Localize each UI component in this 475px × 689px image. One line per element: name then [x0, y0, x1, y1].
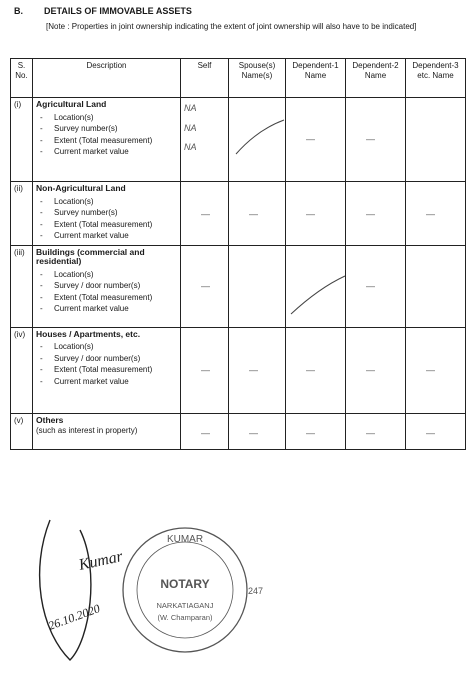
- dash-mark: —: [306, 134, 315, 145]
- row-number: (ii): [11, 182, 33, 246]
- dash-mark: —: [201, 280, 210, 291]
- row-title: Buildings (commercial and residential): [36, 246, 145, 266]
- dash-mark: —: [201, 364, 210, 375]
- self-cell: [181, 182, 229, 246]
- header-self: Self: [181, 59, 229, 98]
- strike-line: [289, 248, 347, 318]
- self-cell: [181, 98, 229, 182]
- list-item: - Extent (Total measurement): [40, 292, 153, 302]
- dash-mark: —: [426, 364, 435, 375]
- dash-mark: —: [249, 209, 258, 220]
- dash-mark: —: [366, 280, 375, 291]
- list-item: - Current market value: [40, 147, 129, 156]
- stamp-title: NOTARY: [160, 577, 210, 591]
- strike-line: [232, 100, 286, 160]
- list-item: - Location(s): [40, 269, 94, 279]
- row-number: (v): [11, 413, 33, 449]
- self-cell: [181, 245, 229, 327]
- row-subtitle: (such as interest in property): [36, 426, 138, 435]
- header-sno: S. No.: [11, 59, 33, 98]
- list-item: - Current market value: [40, 231, 129, 240]
- row-description: [33, 245, 181, 327]
- row-number: (iv): [11, 327, 33, 413]
- dash-mark: —: [201, 428, 210, 439]
- stamp-reg-no: 247: [248, 586, 264, 596]
- dash-mark: —: [426, 428, 435, 439]
- header-dependent-2: Dependent-2 Name: [346, 59, 406, 98]
- section-title: DETAILS OF IMMOVABLE ASSETS: [44, 6, 192, 16]
- dependent-3-cell: [406, 182, 466, 246]
- dash-mark: —: [366, 134, 375, 145]
- handwritten-note: NA: [184, 103, 197, 113]
- spouse-cell: [229, 413, 286, 449]
- list-item: - Extent (Total measurement): [40, 365, 153, 374]
- table-row: [11, 413, 466, 449]
- dependent-1-cell: [286, 413, 346, 449]
- list-item: - Extent (Total measurement): [40, 135, 153, 145]
- section-heading: [14, 6, 192, 16]
- list-item: - Survey number(s): [40, 124, 118, 133]
- spouse-cell: [229, 245, 286, 327]
- row-description: [33, 182, 181, 246]
- row-title: Agricultural Land: [36, 99, 107, 109]
- handwritten-note: NA: [184, 122, 197, 133]
- stamp-place: NARKATIAGANJ: [156, 601, 214, 610]
- dependent-3-cell: [406, 327, 466, 413]
- self-cell: [181, 327, 229, 413]
- handwritten-note: NA: [184, 142, 197, 152]
- list-item: - Location(s): [40, 196, 94, 206]
- list-item: - Survey / door number(s): [40, 353, 141, 363]
- dependent-3-cell: [406, 98, 466, 182]
- dependent-1-cell: [286, 182, 346, 246]
- spouse-cell: [229, 182, 286, 246]
- dash-mark: —: [426, 209, 435, 220]
- dash-mark: —: [366, 428, 375, 439]
- row-description: [33, 413, 181, 449]
- dependent-2-cell: [346, 182, 406, 246]
- dependent-1-cell: [286, 98, 346, 182]
- stamp-name: KUMAR: [166, 534, 204, 545]
- dash-mark: —: [366, 364, 375, 375]
- dash-mark: —: [306, 428, 315, 439]
- dependent-3-cell: [406, 413, 466, 449]
- dependent-2-cell: [346, 327, 406, 413]
- header-spouse: Spouse(s) Name(s): [229, 59, 286, 98]
- list-item: - Survey / door number(s): [40, 281, 141, 290]
- list-item: - Current market value: [40, 304, 129, 313]
- signature-mark: [40, 520, 125, 660]
- section-note: [Note : Properties in joint ownership indicating the extent of joint ownership will also have to be indicated]: [46, 22, 417, 31]
- section-letter: B.: [14, 6, 23, 16]
- header-row: [11, 59, 466, 98]
- table-row: [11, 182, 466, 246]
- stamp-district: (W. Champaran): [157, 613, 213, 622]
- table-row: [11, 327, 466, 413]
- dependent-1-cell: [286, 327, 346, 413]
- dependent-2-cell: [346, 245, 406, 327]
- dependent-3-cell: [406, 245, 466, 327]
- dash-mark: —: [306, 364, 315, 375]
- row-title: Houses / Apartments, etc.: [36, 328, 141, 339]
- list-item: - Extent (Total measurement): [40, 219, 153, 229]
- dash-mark: —: [306, 209, 315, 220]
- dash-mark: —: [249, 428, 258, 439]
- header-dependent-1: Dependent-1 Name: [286, 59, 346, 98]
- spouse-cell: [229, 327, 286, 413]
- dependent-1-cell: [286, 245, 346, 327]
- table-row: [11, 98, 466, 182]
- header-dependent-3: Dependent-3 etc. Name: [406, 59, 466, 98]
- signature-and-stamp: [46, 510, 340, 680]
- dash-mark: —: [366, 209, 375, 220]
- spouse-cell: [229, 98, 286, 182]
- table-row: [11, 245, 466, 327]
- dash-mark: —: [249, 364, 258, 375]
- list-item: - Location(s): [40, 342, 94, 351]
- list-item: - Survey number(s): [40, 208, 118, 217]
- dash-mark: —: [201, 209, 210, 220]
- dependent-2-cell: [346, 98, 406, 182]
- signature-date: 26.10.2020: [46, 601, 102, 633]
- list-item: - Location(s): [40, 112, 94, 122]
- immovable-assets-table: [10, 58, 466, 450]
- notary-stamp: [123, 528, 263, 652]
- row-description: [33, 327, 181, 413]
- header-description: Description: [33, 59, 181, 98]
- row-title: Others: [36, 414, 64, 425]
- signature-text: Kumar: [77, 548, 125, 574]
- row-number: (iii): [11, 245, 33, 327]
- list-item: - Current market value: [40, 376, 129, 386]
- row-description: [33, 98, 181, 182]
- dependent-2-cell: [346, 413, 406, 449]
- self-cell: [181, 413, 229, 449]
- row-number: (i): [11, 98, 33, 182]
- row-title: Non-Agricultural Land: [36, 183, 126, 193]
